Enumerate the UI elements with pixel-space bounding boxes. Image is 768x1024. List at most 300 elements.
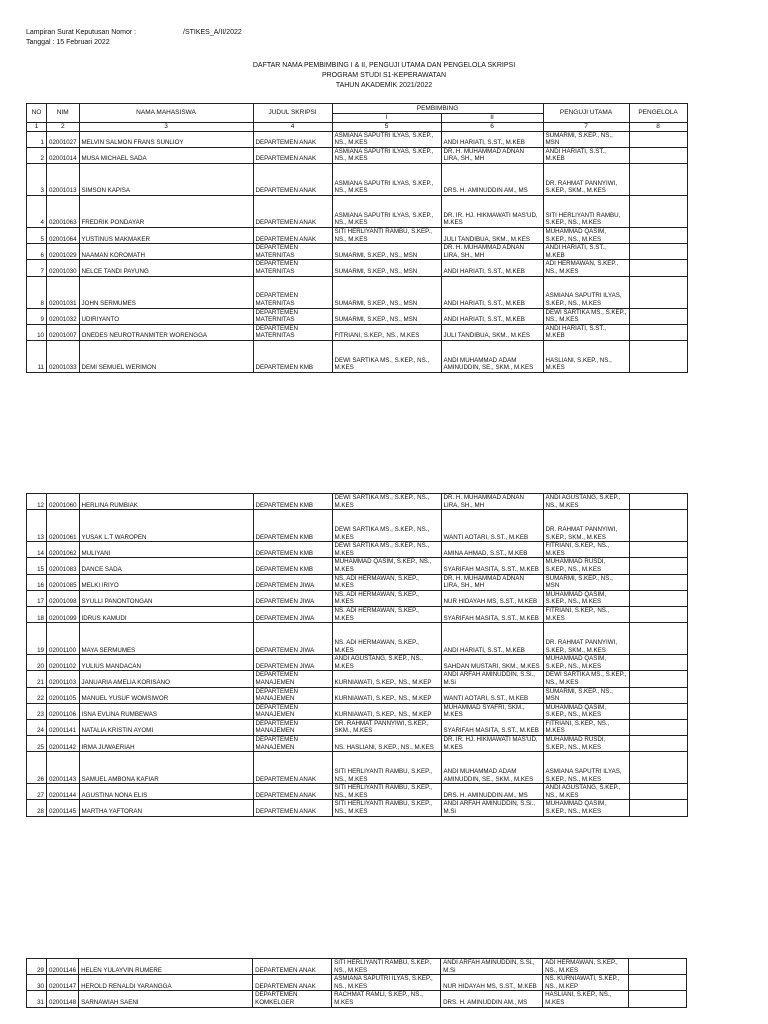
row-main-examiner: SITI HERLIYANTI RAMBU, S.KEP., NS., M.KES [543,195,629,227]
row-supervisor-2: ANDI HARIATI, S.ST., M.KEB [441,308,543,324]
table-row [27,147,688,163]
table-row [27,131,688,147]
row-manager [629,703,687,719]
row-supervisor-1: SITI HERLIYANTI RAMBU, S.KEP., NS., M.KES [332,959,441,975]
row-main-examiner: MUHAMMAD RUSDI, S.KEP., NS., M.KES [543,558,629,574]
row-thesis-dept: DEPARTEMEN ANAK [253,784,332,800]
row-number: 26 [27,752,47,784]
table-row [27,671,688,687]
row-supervisor-1: DR. RAHMAT PANNYIWI, S.KEP., SKM., M.KES [332,719,441,735]
row-thesis-dept: DEPARTEMEN MANAJEMEN [253,687,332,703]
row-number: 3 [27,163,47,195]
row-student-name: UDIRIYANTO [79,308,253,324]
row-nim: 02001085 [47,574,80,590]
row-student-name: SARNAWIAH SAENI [79,991,253,1007]
row-supervisor-1: NS. ADI HERMAWAN, S.KEP., M.KES [332,606,441,622]
table-row [27,991,687,1007]
row-number: 31 [27,991,47,1007]
row-main-examiner: ANDI HARIATI, S.ST., M.KEB [543,147,629,163]
row-student-name: MARTHA YAFTORAN [79,800,253,816]
row-number: 17 [27,590,47,606]
row-student-name: MULIYANI [79,542,253,558]
table-row [27,703,688,719]
row-manager [629,494,687,510]
table-row [27,260,688,276]
row-number: 20 [27,655,47,671]
table-row [27,244,688,260]
row-supervisor-2: ANDI ARFAH AMINUDDIN, S.Si., M.Si [441,959,543,975]
row-supervisor-1: ANDI AGUSTANG, S.KEP., NS., M.KES [332,655,441,671]
table-row [27,510,688,542]
row-supervisor-2: SYARIFAH MASITA, S.ST., M.KEB [441,558,543,574]
row-nim: 02001064 [47,227,80,243]
row-supervisor-2: ANDI MUHAMMAD ADAM AMINUDDIN, SE., SKM., M.KES [441,340,543,372]
row-nim: 02001144 [47,784,80,800]
row-nim: 02001145 [47,800,80,816]
row-supervisor-2: AMINA AHMAD, S.ST., M.KEB [441,542,543,558]
row-number: 19 [27,623,47,655]
row-main-examiner: ANDI HARIATI, S.ST., M.KEB [543,324,629,340]
row-thesis-dept: DEPARTEMEN ANAK [253,752,332,784]
row-nim: 02001032 [47,308,80,324]
row-nim: 02001062 [47,542,80,558]
row-main-examiner: HASLIANI, S.KEP., NS., M.KES [543,991,629,1007]
row-supervisor-2: SYARIFAH MASITA, S.ST., M.KEB [441,606,543,622]
row-manager [629,308,687,324]
row-manager [629,244,687,260]
row-number: 29 [27,959,47,975]
table-row [27,606,688,622]
row-main-examiner: SUMARMI, S.KEP., NS., MSN [543,574,629,590]
table-row [27,590,688,606]
row-number: 23 [27,703,47,719]
row-student-name: FREDRIK PONDAYAR [79,195,253,227]
table-row [27,623,688,655]
row-main-examiner: NS. KURNIAWATI, S.KEP., NS., M.KEP [543,975,629,991]
row-manager [629,784,687,800]
row-student-name: IDRUS KAMUDI [79,606,253,622]
row-supervisor-2: DRS. H. AMINUDDIN AM., MS [441,784,543,800]
row-supervisor-1: KURNIAWATI, S.KEP., NS., M.KEP [332,703,441,719]
row-number: 28 [27,800,47,816]
table-row [27,227,688,243]
row-main-examiner: ANDI HARIATI, S.ST., M.KEB [543,244,629,260]
row-manager [629,800,687,816]
row-supervisor-1: KURNIAWATI, S.KEP., NS., M.KEP [332,671,441,687]
row-manager [629,542,687,558]
table-row [27,340,688,372]
col-number: 8 [629,123,687,132]
row-number: 7 [27,260,47,276]
row-thesis-dept: DEPARTEMEN MATERNITAS [253,260,332,276]
row-number: 14 [27,542,47,558]
row-number: 8 [27,276,47,308]
doc-title-line3: TAHUN AKADEMIK 2021/2022 [335,82,433,89]
row-nim: 02001061 [47,510,80,542]
row-student-name: MELKI IRIYO [79,574,253,590]
row-supervisor-2: NUR HIDAYAH MS, S.ST., M.KEB [441,975,543,991]
row-supervisor-2: DR. H. MUHAMMAD ADNAN LIRA, SH., MH [441,147,543,163]
row-supervisor-2: SAHDAN MUSTARI, SKM., M.KES [441,655,543,671]
row-manager [629,558,687,574]
row-nim: 02001143 [47,752,80,784]
table-row [27,752,688,784]
table-row [27,542,688,558]
row-manager [629,606,687,622]
table-row [27,800,688,816]
row-supervisor-2: JULI TANDIBUA, SKM., M.KES [441,324,543,340]
table-row [27,687,688,703]
row-supervisor-1: SUMARMI, S.KEP., NS., MSN [332,308,441,324]
lampiran-number: /STIKES_A/II/2022 [183,29,242,36]
row-supervisor-1: NS. ADI HERMAWAN, S.KEP., M.KES [332,574,441,590]
row-student-name: HERLINA RUMBIAK [79,494,253,510]
table-row [27,494,688,510]
row-supervisor-1: SUMARMI, S.KEP., NS., MSN [332,260,441,276]
row-number: 15 [27,558,47,574]
row-nim: 02001098 [47,590,80,606]
row-thesis-dept: DEPARTEMEN JIWA [253,623,332,655]
row-manager [629,276,687,308]
supervisor-table-1 [26,103,688,373]
row-nim: 02001083 [47,558,80,574]
doc-title-line2: PROGRAM STUDI S1-KEPERAWATAN [321,72,447,79]
row-supervisor-2: SYARIFAH MASITA, S.ST., M.KEB [441,719,543,735]
row-number: 6 [27,244,47,260]
row-main-examiner: DR. RAHMAT PANNYIWI, S.KEP., SKM., M.KES [543,163,629,195]
row-thesis-dept: DEPARTEMEN KMB [253,494,332,510]
col-number: 3 [79,123,253,132]
table-row [27,959,687,975]
row-manager [629,574,687,590]
row-number: 25 [27,736,47,752]
col-number: 1 [27,123,47,132]
row-thesis-dept: DEPARTEMEN KMB [253,510,332,542]
supervisor-table-2 [26,493,688,817]
row-number: 2 [27,147,47,163]
row-student-name: YUSAK L.T WAROPEN [79,510,253,542]
row-thesis-dept: DEPARTEMEN MATERNITAS [253,244,332,260]
row-student-name: ISNA EVLINA RUMBEWAS [79,703,253,719]
row-nim: 02001106 [47,703,80,719]
row-nim: 02001146 [47,959,79,975]
row-supervisor-1: ASMIANA SAPUTRI ILYAS, S.KEP., NS., M.KES [332,163,441,195]
row-nim: 02001033 [47,340,80,372]
row-supervisor-1: ASMIANA SAPUTRI ILYAS, S.KEP., NS., M.KES [332,147,441,163]
row-student-name: DEMI SEMUEL WERIMON [79,340,253,372]
row-thesis-dept: DEPARTEMEN JIWA [253,574,332,590]
row-manager [629,260,687,276]
supervisor-table-3 [26,958,687,1008]
row-number: 16 [27,574,47,590]
row-student-name: AGUSTINA NONA ELIS [79,784,253,800]
row-number: 27 [27,784,47,800]
row-thesis-dept: DEPARTEMEN MANAJEMEN [253,719,332,735]
row-supervisor-1: SITI HERLIYANTI RAMBU, S.KEP., NS., M.KES [332,227,441,243]
table-row [27,558,688,574]
row-supervisor-2: WANTI AOTARI, S.ST., M.KEB [441,687,543,703]
row-supervisor-1: NS. ADI HERMAWAN, S.KEP., M.KES [332,590,441,606]
row-supervisor-1: SUMARMI, S.KEP., NS., MSN [332,244,441,260]
col-no: NO [27,104,47,123]
row-nim: 02001148 [47,991,79,1007]
row-thesis-dept: DEPARTEMEN KMB [253,542,332,558]
row-supervisor-2: ANDI MUHAMMAD ADAM AMINUDDIN, SE., SKM., M.KES [441,752,543,784]
row-thesis-dept: DEPARTEMEN ANAK [253,147,332,163]
row-supervisor-2: DRS. H. AMINUDDIN AM., MS [441,991,543,1007]
col-number: 7 [543,123,629,132]
row-thesis-dept: DEPARTEMEN KMB [253,558,332,574]
row-supervisor-1: ASMIANA SAPUTRI ILYAS, S.KEP., NS., M.KES [332,195,441,227]
row-supervisor-1: MUHAMMAD QASIM, S.KEP., NS., M.KES [332,558,441,574]
row-supervisor-2: NUR HIDAYAH MS, S.ST., M.KEB [441,590,543,606]
row-manager [629,671,687,687]
col-pembimbing-2: II [441,114,543,123]
row-manager [629,163,687,195]
row-main-examiner: FITRIANI, S.KEP., NS., M.KES [543,542,629,558]
row-supervisor-2: DR. H. MUHAMMAD ADNAN LIRA, SH., MH [441,244,543,260]
row-thesis-dept: DEPARTEMEN ANAK [253,800,332,816]
row-main-examiner: ANDI AGUSTANG, S.KEP., NS., M.KES [543,494,629,510]
row-thesis-dept: DEPARTEMEN ANAK [253,959,332,975]
row-supervisor-1: NS. ADI HERMAWAN, S.KEP., M.KES [332,623,441,655]
row-supervisor-2: ANDI ARFAH AMINUDDIN, S.Si., M.Si [441,671,543,687]
tanggal: Tanggal : 15 Februari 2022 [26,39,110,46]
row-supervisor-2: MUHAMMAD SYAFRI, SKM., M.KES [441,703,543,719]
row-number: 4 [27,195,47,227]
row-thesis-dept: DEPARTEMEN ANAK [253,131,332,147]
row-thesis-dept: DEPARTEMEN MATERNITAS [253,308,332,324]
row-student-name: SIMSON KAPISA [79,163,253,195]
row-manager [629,131,687,147]
row-supervisor-2: WANTI AOTARI, S.ST., M.KEB [441,510,543,542]
row-student-name: NATALIA KRISTIN AYOMI [79,719,253,735]
row-supervisor-1: DEWI SARTIKA MS., S.KEP., NS., M.KES [332,510,441,542]
row-supervisor-1: SITI HERLIYANTI RAMBU, S.KEP., NS., M.KES [332,800,441,816]
row-nim: 02001007 [47,324,80,340]
row-supervisor-1: SUMARMI, S.KEP., NS., MSN [332,276,441,308]
row-main-examiner: DR. RAHMAT PANNYIWI, S.KEP., SKM., M.KES [543,623,629,655]
row-student-name: YULIUS MANDACAN [79,655,253,671]
row-nim: 02001027 [47,131,80,147]
col-judul: JUDUL SKRIPSI [253,104,332,123]
row-supervisor-1: ASMIANA SAPUTRI ILYAS, S.KEP., NS., M.KES [332,131,441,147]
row-manager [629,959,687,975]
row-supervisor-2: DR. IR. HJ. HIKMAWATI MAS'UD, M.KES [441,736,543,752]
row-thesis-dept: DEPARTEMEN MANAJEMEN [253,671,332,687]
row-manager [629,340,687,372]
doc-title-line1: DAFTAR NAMA PEMBIMBING I & II, PENGUJI UTAMA DAN PENGELOLA SKRIPSI [252,62,516,69]
row-supervisor-2: ANDI HARIATI, S.ST., M.KEB [441,260,543,276]
row-student-name: MELVIN SALMON FRANS SUNLIOY [79,131,253,147]
row-manager [629,719,687,735]
row-student-name: DANCE SADA [79,558,253,574]
row-student-name: YUSTINUS MAKMAKER [79,227,253,243]
row-nim: 02001014 [47,147,80,163]
row-supervisor-1: SITI HERLIYANTI RAMBU, S.KEP., NS., M.KES [332,784,441,800]
row-number: 13 [27,510,47,542]
row-thesis-dept: DEPARTEMEN JIWA [253,606,332,622]
row-nim: 02001103 [47,671,80,687]
table-row [27,784,688,800]
row-student-name: MANUEL YUSUF WOMSIWOR [79,687,253,703]
row-thesis-dept: DEPARTEMEN MANAJEMEN [253,736,332,752]
row-nim: 02001105 [47,687,80,703]
row-nim: 02001141 [47,719,80,735]
row-manager [629,195,687,227]
row-thesis-dept: DEPARTEMEN ANAK [253,227,332,243]
row-supervisor-2: ANDI HARIATI, S.ST., M.KEB [441,623,543,655]
row-nim: 02001142 [47,736,80,752]
row-student-name: JOHN SERMUMES [79,276,253,308]
row-main-examiner: DEWI SARTIKA MS., S.KEP., NS., M.KES [543,308,629,324]
row-nim: 02001031 [47,276,80,308]
row-main-examiner: SUMARMI, S.KEP., NS., MSN [543,131,629,147]
row-nim: 02001030 [47,260,80,276]
row-supervisor-1: FITRIANI, S.KEP., NS., M.KES [332,324,441,340]
row-main-examiner: FITRIANI, S.KEP., NS., M.KES [543,719,629,735]
row-supervisor-2: DRS. H. AMINUDDIN AM., MS [441,163,543,195]
row-main-examiner: ADI HERMAWAN, S.KEP., NS., M.KES [543,959,629,975]
row-supervisor-2: JULI TANDIBUA, SKM., M.KES [441,227,543,243]
row-thesis-dept: DEPARTEMEN ANAK [253,975,332,991]
row-thesis-dept: DEPARTEMEN JIWA [253,655,332,671]
row-main-examiner: ADI HERMAWAN, S.KEP., NS., M.KES [543,260,629,276]
row-main-examiner: MUHAMMAD QASIM, S.KEP., NS., M.KES [543,703,629,719]
row-supervisor-2: ANDI HARIATI, S.ST., M.KEB [441,276,543,308]
col-pengelola: PENGELOLA [629,104,687,123]
row-number: 30 [27,975,47,991]
row-student-name: MAYA SERMUMES [79,623,253,655]
col-nim: NIM [47,104,80,123]
row-thesis-dept: DEPARTEMEN MANAJEMEN [253,703,332,719]
row-student-name: IRMA JUWAERIAH [79,736,253,752]
lampiran-label: Lampiran Surat Keputusan Nomor : [26,29,137,36]
row-number: 12 [27,494,47,510]
row-manager [629,623,687,655]
row-thesis-dept: DEPARTEMEN KMB [253,340,332,372]
row-nim: 02001102 [47,655,80,671]
row-supervisor-2: ANDI ARFAH AMINUDDIN, S.Si., M.Si [441,800,543,816]
row-nim: 02001029 [47,244,80,260]
row-number: 11 [27,340,47,372]
row-manager [629,590,687,606]
row-main-examiner: DEWI SARTIKA MS., S.KEP., NS., M.KES [543,671,629,687]
row-main-examiner: MUHAMMAD QASIM, S.KEP., NS., M.KES [543,655,629,671]
row-student-name: SAMUEL AMBONA KAFIAR [79,752,253,784]
row-number: 5 [27,227,47,243]
col-number: 5 [332,123,441,132]
row-number: 24 [27,719,47,735]
table-row [27,975,687,991]
row-manager [629,510,687,542]
row-number: 10 [27,324,47,340]
row-manager [629,736,687,752]
row-supervisor-1: NS. HASLIANI, S.KEP., NS., M.KES [332,736,441,752]
row-thesis-dept: DEPARTEMEN ANAK [253,195,332,227]
table-row [27,324,688,340]
row-student-name: HEROLD RENALDI YARANGGA [79,975,253,991]
row-nim: 02001013 [47,163,80,195]
col-number: 4 [253,123,332,132]
row-number: 1 [27,131,47,147]
row-thesis-dept: DEPARTEMEN MATERNITAS [253,276,332,308]
table-row [27,308,688,324]
row-manager [629,991,687,1007]
row-manager [629,687,687,703]
row-supervisor-2: DR. H. MUHAMMAD ADNAN LIRA, SH., MH [441,574,543,590]
row-manager [629,227,687,243]
table-row [27,163,688,195]
row-student-name: JANUARIA AMELIA KORISANO [79,671,253,687]
col-penguji: PENGUJI UTAMA [543,104,629,123]
row-student-name: SYULLI PANONTONGAN [79,590,253,606]
row-main-examiner: DR. RAHMAT PANNYIWI, S.KEP., SKM., M.KES [543,510,629,542]
row-main-examiner: MUHAMMAD RUSDI, S.KEP., NS., M.KES [543,736,629,752]
row-supervisor-1: DEWI SARTIKA MS., S.KEP., NS., M.KES [332,542,441,558]
row-main-examiner: ANDI AGUSTANG, S.KEP., NS., M.KES [543,784,629,800]
row-number: 18 [27,606,47,622]
row-nim: 02001060 [47,494,80,510]
row-nim: 02001100 [47,623,80,655]
row-main-examiner: FITRIANI, S.KEP., NS., M.KES [543,606,629,622]
row-manager [629,752,687,784]
row-number: 22 [27,687,47,703]
row-main-examiner: HASLIANI, S.KEP., NS., M.KES [543,340,629,372]
row-main-examiner: SUMARMI, S.KEP., NS., MSN [543,687,629,703]
table-row [27,195,688,227]
row-nim: 02001063 [47,195,80,227]
row-student-name: ONEDES NEUROTRANMITER WORENGGA [79,324,253,340]
row-student-name: NELCE TANDI PAYUNG [79,260,253,276]
row-student-name: MUSA MICHAEL SADA [79,147,253,163]
row-supervisor-2: DR. IR. HJ. HIKMAWATI MAS'UD, M.KES [441,195,543,227]
col-nama: NAMA MAHASISWA [79,104,253,123]
row-student-name: HELEN YULAYVIN RUMERE [79,959,253,975]
row-main-examiner: MUHAMMAD QASIM, S.KEP., NS., M.KES [543,800,629,816]
row-supervisor-1: KURNIAWATI, S.KEP., NS., M.KEP [332,687,441,703]
col-pembimbing-1: I [332,114,441,123]
table-row [27,719,688,735]
row-supervisor-2: DR. H. MUHAMMAD ADNAN LIRA, SH., MH [441,494,543,510]
row-nim: 02001147 [47,975,79,991]
row-thesis-dept: DEPARTEMEN KOMKELGER [253,991,332,1007]
row-student-name: NAAMAN KOROMATH [79,244,253,260]
row-manager [629,324,687,340]
row-nim: 02001099 [47,606,80,622]
table-row [27,736,688,752]
col-number: 6 [441,123,543,132]
row-number: 21 [27,671,47,687]
table-row [27,655,688,671]
row-thesis-dept: DEPARTEMEN ANAK [253,163,332,195]
row-main-examiner: MUHAMMAD QASIM, S.KEP., NS., M.KES [543,227,629,243]
row-supervisor-1: SITI HERLIYANTI RAMBU, S.KEP., NS., M.KES [332,752,441,784]
table-row [27,574,688,590]
col-pembimbing: PEMBIMBING [332,104,543,114]
row-manager [629,655,687,671]
row-supervisor-1: RACHMAT RAMLI, S.KEP., NS., M.KES [332,991,441,1007]
row-supervisor-1: DEWI SARTIKA MS., S.KEP., NS., M.KES [332,494,441,510]
row-manager [629,147,687,163]
row-number: 9 [27,308,47,324]
row-thesis-dept: DEPARTEMEN MATERNITAS [253,324,332,340]
col-number: 2 [47,123,80,132]
row-main-examiner: ASMIANA SAPUTRI ILYAS, S.KEP., NS., M.KES [543,276,629,308]
row-thesis-dept: DEPARTEMEN JIWA [253,590,332,606]
row-main-examiner: ASMIANA SAPUTRI ILYAS, S.KEP., NS., M.KES [543,752,629,784]
table-row [27,276,688,308]
